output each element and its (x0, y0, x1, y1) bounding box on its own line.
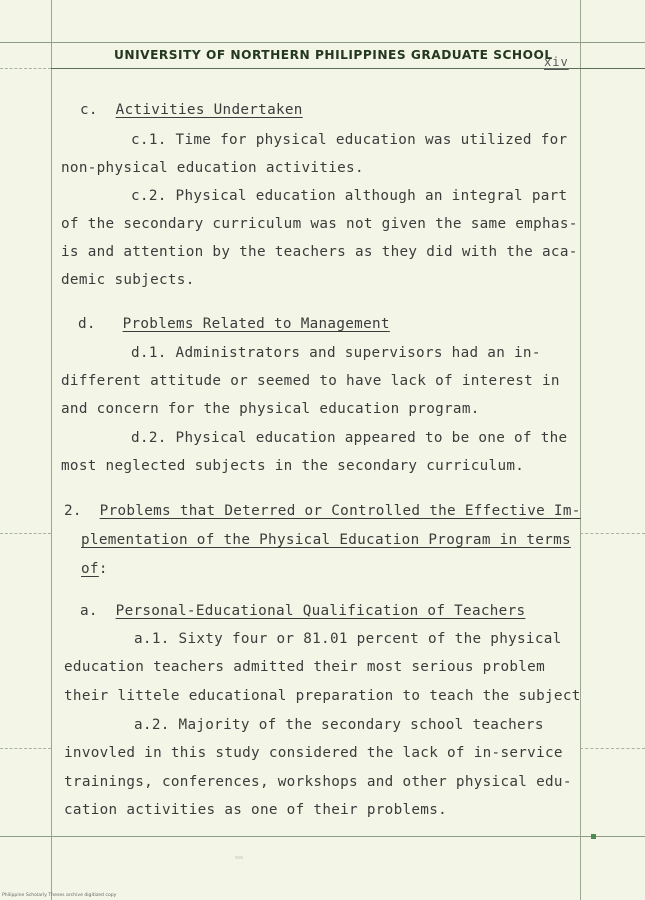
left-margin-rule (51, 0, 52, 900)
paragraph-line: c.1. Time for physical education was utilized for (131, 132, 568, 148)
item-heading-end: of (81, 561, 99, 577)
section-c-heading (80, 102, 303, 118)
paragraph-line: different attitude or seemed to have lack of interest in (61, 373, 560, 389)
item-2-line-3 (81, 561, 108, 577)
paragraph-line: is and attention by the teachers as they did with the aca- (61, 244, 578, 260)
paragraph-line: c.2. Physical education although an integral part (131, 188, 568, 204)
section-marker: a. (80, 603, 98, 619)
archive-footer: Philippine Scholarly Theses archive digitized copy (2, 893, 117, 898)
header-top-rule (0, 42, 645, 43)
paragraph-line: a.2. Majority of the secondary school teachers (134, 717, 544, 733)
blot-mark (235, 856, 243, 859)
paragraph-line: trainings, conferences, workshops and other physical edu- (64, 774, 572, 790)
paragraph-line: of the secondary curriculum was not given the same emphas- (61, 216, 578, 232)
section-a-heading (80, 603, 525, 619)
paragraph-line: most neglected subjects in the secondary curriculum. (61, 458, 525, 474)
page-number: xiv (544, 55, 569, 69)
item-2-line-2: plementation of the Physical Education Program in terms (81, 532, 571, 548)
paragraph-line: d.2. Physical education appeared to be one of the (131, 430, 568, 446)
item-heading-colon: : (98, 561, 108, 577)
left-edge-rule-3 (0, 748, 51, 749)
paragraph-line: a.1. Sixty four or 81.01 percent of the physical (134, 631, 562, 647)
paragraph-line: non-physical education activities. (61, 160, 364, 176)
paragraph-line: invovled in this study considered the lack of in-service (64, 745, 563, 761)
left-edge-rule-1 (0, 68, 51, 69)
right-edge-rule-2 (580, 533, 645, 534)
paragraph-line: cation activities as one of their problems. (64, 802, 448, 818)
item-2-line-1 (64, 503, 581, 519)
section-heading: Personal-Educational Qualification of Teachers (115, 603, 526, 619)
section-marker: c. (80, 102, 98, 118)
right-margin-rule (580, 0, 581, 900)
right-edge-rule-3 (580, 748, 645, 749)
margin-mark (591, 834, 596, 839)
paragraph-line: their littele educational preparation to teach the subject (64, 688, 581, 704)
section-heading: Activities Undertaken (115, 102, 303, 118)
left-edge-rule-2 (0, 533, 51, 534)
item-heading: Problems that Deterred or Controlled the Effective Im- (99, 503, 581, 519)
paragraph-line: and concern for the physical education program. (61, 401, 480, 417)
bottom-rule (0, 836, 645, 837)
item-number: 2. (64, 503, 82, 519)
section-d-heading (78, 316, 390, 332)
page-header-title: UNIVERSITY OF NORTHERN PHILIPPINES GRADUATE SCHOOL (114, 48, 553, 62)
paragraph-line: education teachers admitted their most serious problem (64, 659, 546, 675)
paragraph-line: d.1. Administrators and supervisors had an in- (131, 345, 541, 361)
paragraph-line: demic subjects. (61, 272, 195, 288)
section-marker: d. (78, 316, 96, 332)
section-heading: Problems Related to Management (122, 316, 390, 332)
